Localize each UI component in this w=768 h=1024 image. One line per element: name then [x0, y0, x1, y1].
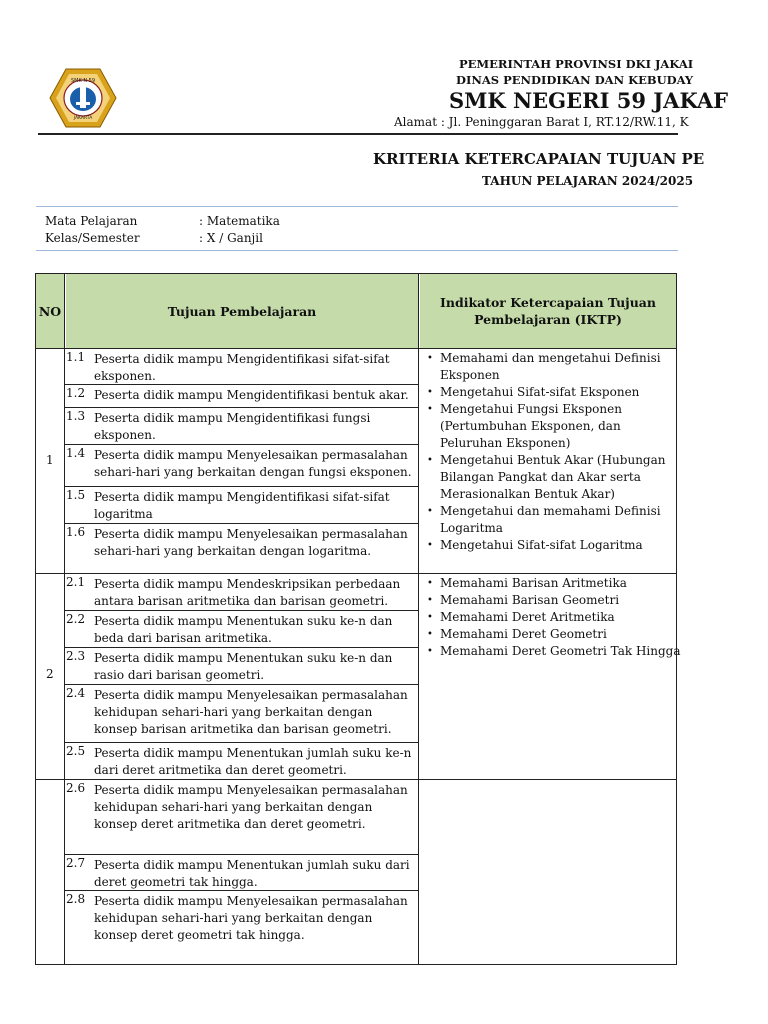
indicator-item: • Mengetahui Sifat-sifat Eksponen [426, 384, 681, 401]
school-logo [49, 68, 117, 128]
row-divider [64, 444, 419, 445]
indicator-item: • Mengetahui Fungsi Eksponen (Pertumbuhan Eksponen, dan Peluruhan Eksponen) [426, 401, 681, 452]
meta-top-divider [36, 206, 678, 207]
objective-text: Peserta didik mampu Menentukan suku ke-n dan beda dari barisan aritmetika. [94, 614, 393, 645]
header-divider [38, 133, 678, 135]
indicator-item: • Memahami Deret Geometri [426, 626, 681, 643]
objective-number: 2.2 [66, 612, 86, 626]
objective-text: Peserta didik mampu Menyelesaikan permasalahan sehari-hari yang berkaitan dengan logaritma. [94, 527, 408, 558]
meta-bottom-divider [36, 250, 678, 251]
indicator-item: • Memahami Barisan Geometri [426, 592, 681, 609]
group-number: 1 [46, 453, 54, 467]
objective-number: 2.6 [66, 781, 86, 795]
header-iktp: Indikator Ketercapaian Tujuan Pembelajaran (IKTP) [420, 274, 676, 348]
indicator-item: • Memahami dan mengetahui Definisi Eksponen [426, 350, 681, 384]
objective-text: Peserta didik mampu Menyelesaikan permasalahan kehidupan sehari-hari yang berkaitan dengan konsep barisan aritmetika dan barisan geometri. [94, 688, 408, 736]
objective-number: 1.5 [66, 488, 86, 502]
class-label: Kelas/Semester [45, 231, 140, 245]
government-name: PEMERINTAH PROVINSI DKI JAKAI [459, 57, 694, 71]
document-title: KRITERIA KETERCAPAIAN TUJUAN PE [373, 150, 705, 168]
row-divider [64, 486, 419, 487]
table-border-top [35, 273, 677, 274]
objective-text: Peserta didik mampu Mengidentifikasi fungsi eksponen. [94, 411, 371, 442]
svg-text:SMK N 59: SMK N 59 [70, 78, 96, 84]
objective-text: Peserta didik mampu Mengidentifikasi sifat-sifat eksponen. [94, 352, 390, 383]
objective-text: Peserta didik mampu Menyelesaikan permasalahan sehari-hari yang berkaitan dengan fungsi eksponen. [94, 448, 412, 479]
row-divider [64, 684, 419, 685]
group-divider [35, 779, 677, 780]
objective-text: Peserta didik mampu Menentukan jumlah suku dari deret geometri tak hingga. [94, 858, 410, 889]
objective-number: 2.1 [66, 575, 86, 589]
table-border-left [35, 273, 36, 965]
objective-number: 2.8 [66, 892, 86, 906]
objective-number: 2.5 [66, 744, 86, 758]
indicator-item: • Mengetahui dan memahami Definisi Logaritma [426, 503, 681, 537]
row-divider [64, 647, 419, 648]
indicator-list [426, 575, 681, 660]
objective-number: 2.4 [66, 686, 86, 700]
row-divider [64, 742, 419, 743]
objective-text: Peserta didik mampu Menyelesaikan permasalahan kehidupan sehari-hari yang berkaitan dengan konsep deret aritmetika dan deret geometri. [94, 783, 408, 831]
header-bottom-line [35, 348, 677, 349]
objective-text: Peserta didik mampu Mengidentifikasi bentuk akar. [94, 388, 409, 402]
group-divider [35, 573, 677, 574]
school-address: Alamat : Jl. Peninggaran Barat I, RT.12/RW.11, K [394, 115, 689, 129]
class-value: : X / Ganjil [199, 231, 263, 245]
objective-number: 1.1 [66, 350, 86, 364]
row-divider [64, 407, 419, 408]
svg-text:JAKARTA: JAKARTA [73, 116, 93, 121]
row-divider [64, 610, 419, 611]
indicator-item: • Memahami Deret Aritmetika [426, 609, 681, 626]
indicator-item: • Memahami Barisan Aritmetika [426, 575, 681, 592]
header-no: NO [36, 274, 64, 348]
subject-label: Mata Pelajaran [45, 214, 138, 228]
objective-text: Peserta didik mampu Mengidentifikasi sifat-sifat logaritma [94, 490, 390, 521]
column-divider [418, 273, 419, 965]
learning-objectives-table [35, 273, 681, 965]
indicator-item: • Memahami Deret Geometri Tak Hingga [426, 643, 681, 660]
indicator-list [426, 350, 681, 554]
subject-value: : Matematika [199, 214, 280, 228]
header-tp: Tujuan Pembelajaran [66, 274, 418, 348]
objective-number: 1.6 [66, 525, 86, 539]
column-divider [64, 273, 65, 965]
agency-name: DINAS PENDIDIKAN DAN KEBUDAY [456, 73, 694, 87]
objective-number: 1.3 [66, 409, 86, 423]
objective-number: 1.4 [66, 446, 86, 460]
objective-number: 2.3 [66, 649, 86, 663]
indicator-item: • Mengetahui Bentuk Akar (Hubungan Bilangan Pangkat dan Akar serta Merasionalkan Bentuk Akar) [426, 452, 681, 503]
indicator-item: • Mengetahui Sifat-sifat Logaritma [426, 537, 681, 554]
row-divider [64, 523, 419, 524]
objective-text: Peserta didik mampu Mendeskripsikan perbedaan antara barisan aritmetika dan barisan geometri. [94, 577, 401, 608]
row-divider [64, 854, 419, 855]
objective-number: 1.2 [66, 386, 86, 400]
academic-year: TAHUN PELAJARAN 2024/2025 [482, 174, 694, 188]
group-number: 2 [46, 667, 54, 681]
table-border-bottom [35, 964, 677, 965]
objective-text: Peserta didik mampu Menentukan suku ke-n dan rasio dari barisan geometri. [94, 651, 393, 682]
objective-text: Peserta didik mampu Menentukan jumlah suku ke-n dari deret aritmetika dan deret geometri. [94, 746, 412, 777]
objective-text: Peserta didik mampu Menyelesaikan permasalahan kehidupan sehari-hari yang berkaitan dengan konsep deret geometri tak hingga. [94, 894, 408, 942]
school-name: SMK NEGERI 59 JAKAF [449, 88, 729, 113]
objective-number: 2.7 [66, 856, 86, 870]
